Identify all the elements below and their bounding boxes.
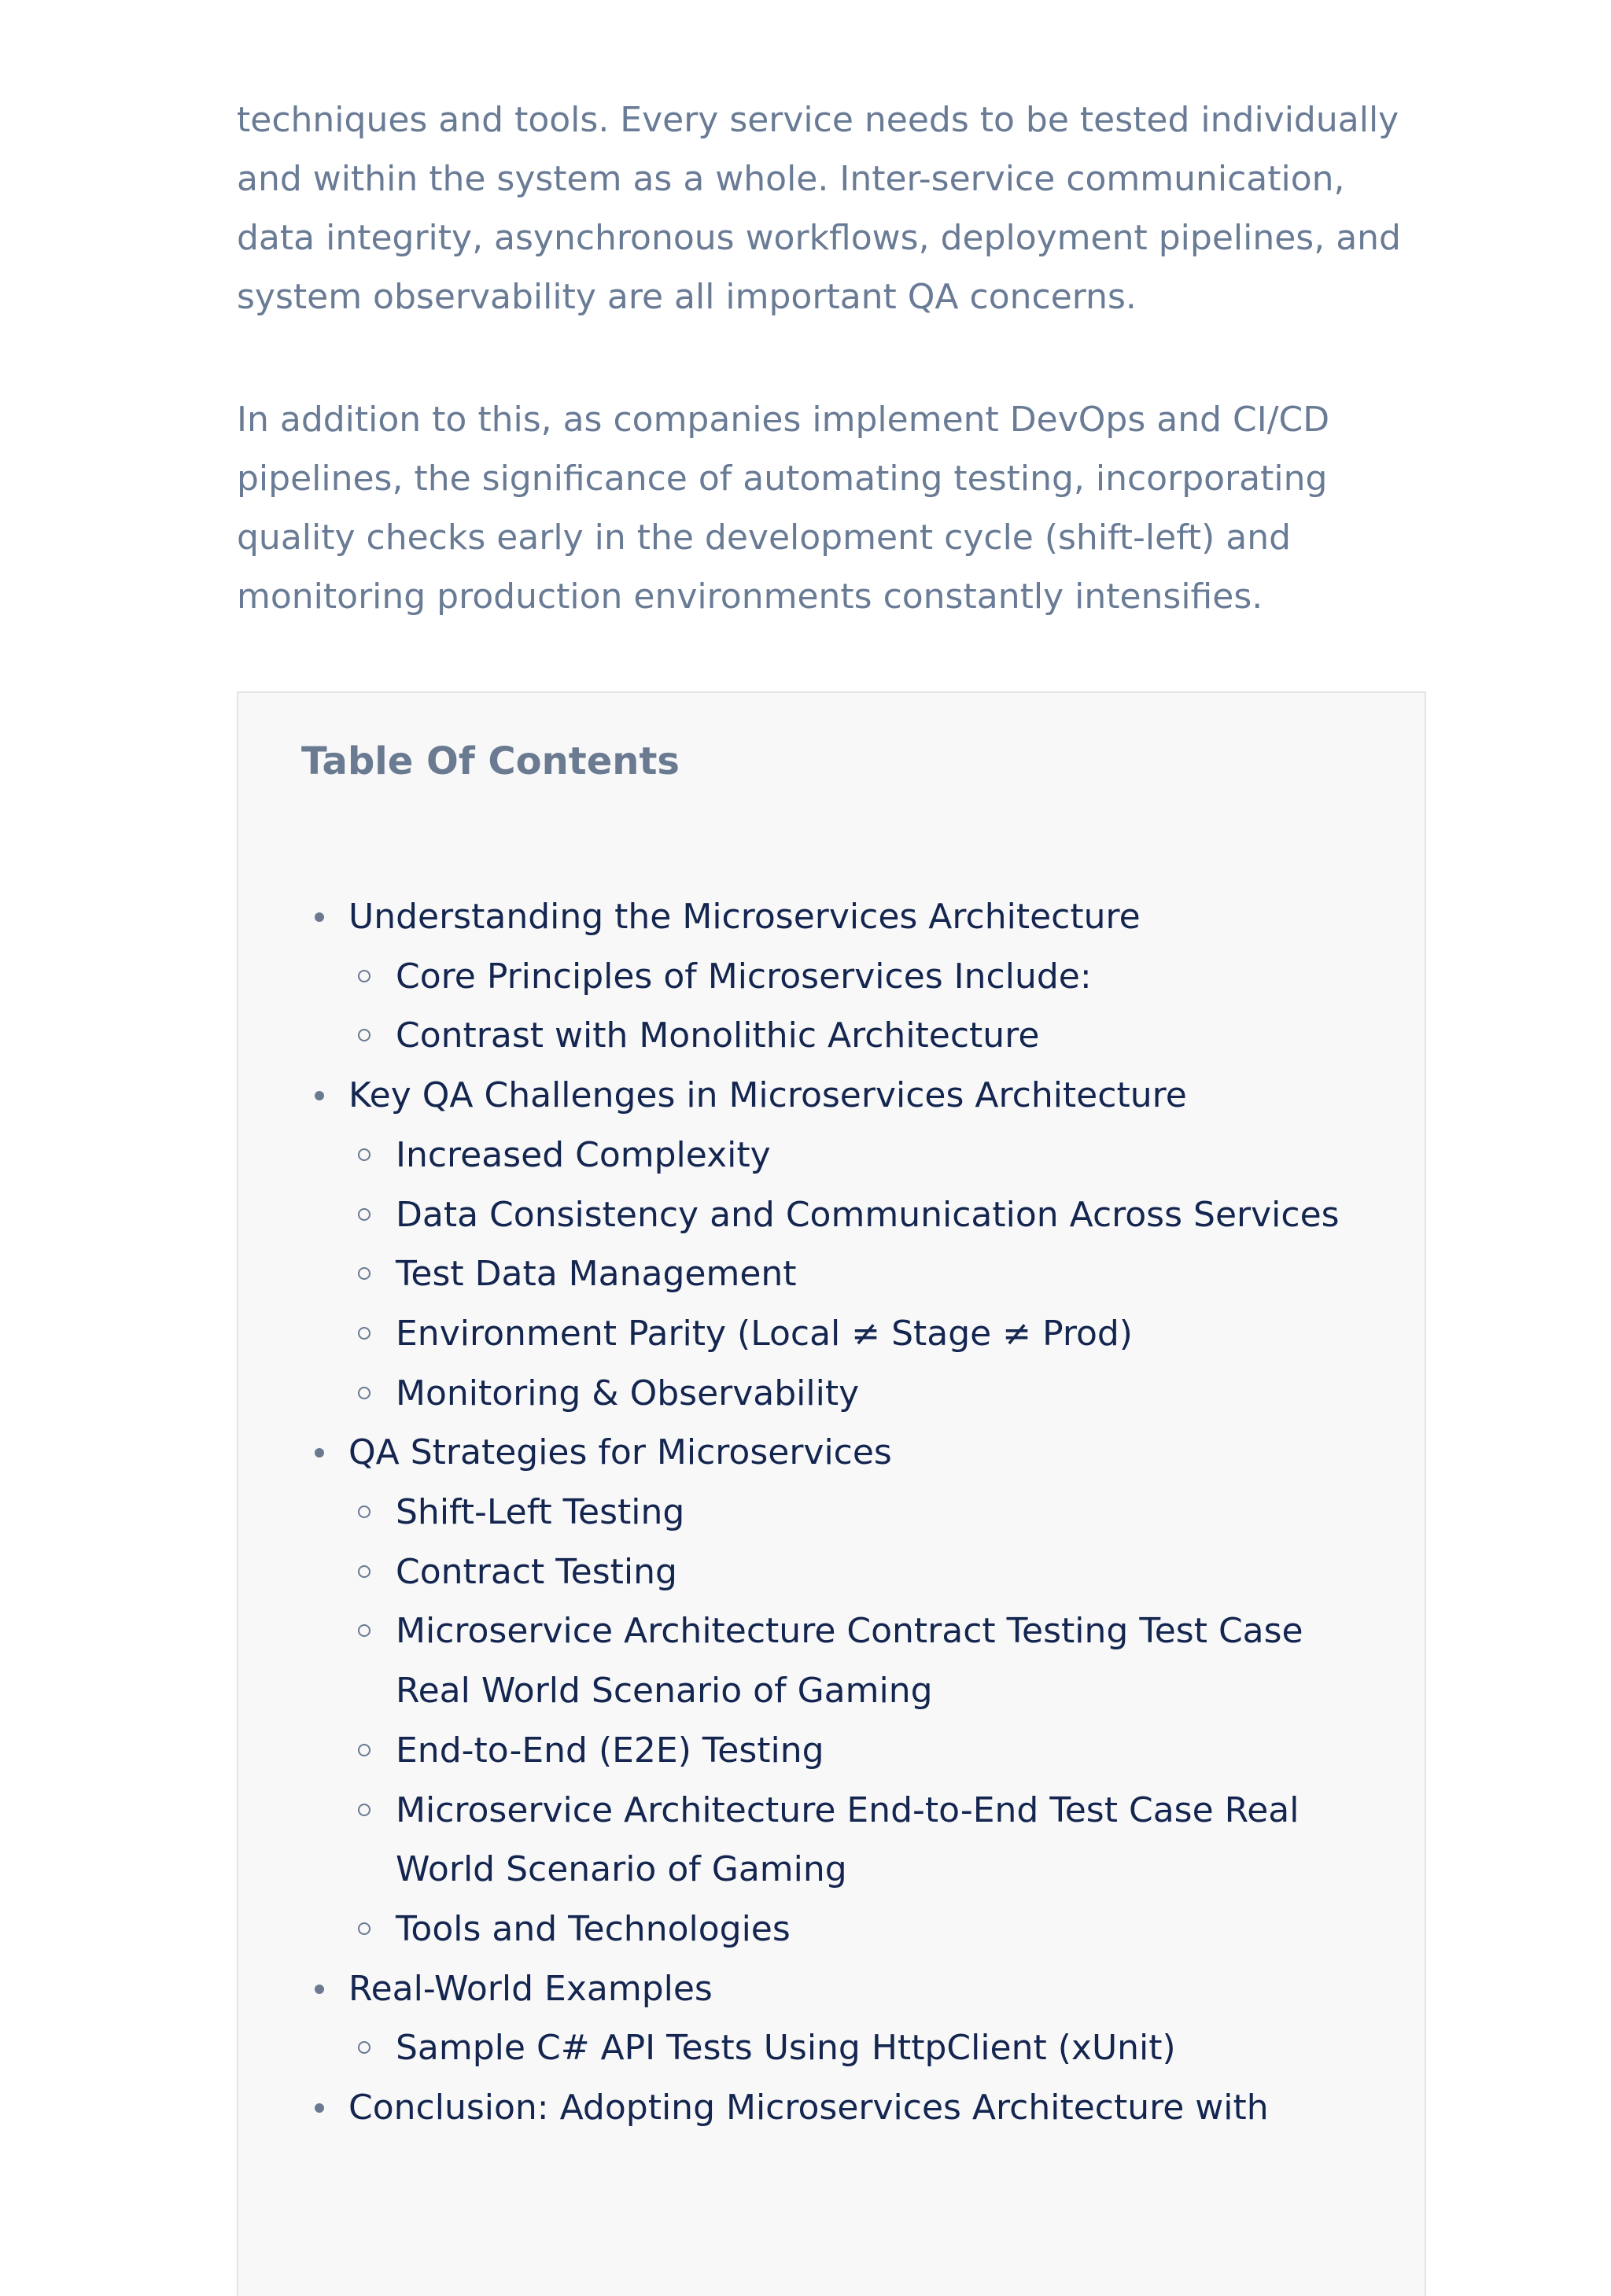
toc-link[interactable]: End-to-End (E2E) Testing [396, 1730, 824, 1771]
toc-subitem[interactable] [238, 1006, 1340, 1066]
toc-link[interactable]: Sample C# API Tests Using HttpClient (xUnit) [396, 2028, 1176, 2069]
toc-link[interactable]: Tools and Technologies [396, 1908, 791, 1949]
toc-subitem[interactable] [238, 1364, 1340, 1424]
toc-item[interactable] [238, 1959, 1418, 2019]
toc-link[interactable]: Real-World Examples [348, 1968, 713, 2009]
toc-link[interactable]: Test Data Management [396, 1254, 797, 1295]
toc-subitem[interactable] [238, 1244, 1340, 1304]
toc-link[interactable]: Contrast with Monolithic Architecture [396, 1015, 1040, 1056]
toc-link[interactable]: Monitoring & Observability [396, 1373, 860, 1413]
table-of-contents [237, 691, 1426, 2296]
toc-subitem[interactable] [238, 1483, 1340, 1542]
toc-link[interactable]: Understanding the Microservices Architecture [348, 897, 1141, 937]
toc-subitem[interactable] [238, 1900, 1340, 1959]
toc-list [238, 887, 1418, 2138]
toc-item[interactable] [238, 1423, 1418, 1483]
toc-link[interactable]: QA Strategies for Microservices [348, 1432, 892, 1473]
toc-link[interactable]: Key QA Challenges in Microservices Architecture [348, 1075, 1187, 1116]
toc-subitem[interactable] [238, 1542, 1340, 1602]
toc-item[interactable] [238, 1066, 1418, 1126]
toc-subitem[interactable] [238, 1126, 1340, 1185]
toc-subitem[interactable] [238, 2018, 1340, 2078]
toc-subitem[interactable] [238, 1721, 1340, 1781]
toc-title: Table Of Contents [301, 739, 680, 783]
toc-subitem[interactable] [238, 1781, 1340, 1900]
toc-link[interactable]: Shift-Left Testing [396, 1492, 685, 1533]
toc-item[interactable] [238, 2078, 1418, 2138]
toc-subitem[interactable] [238, 1601, 1340, 1720]
article-paragraph: techniques and tools. Every service needs to be tested individually and within the system as a whole. Inter-service communication, data integrity, asynchronous workflows, deployment pipelines, and system observability are all important QA concerns. [237, 100, 1401, 317]
toc-subitem[interactable] [238, 1185, 1340, 1245]
toc-link[interactable]: Data Consistency and Communication Across Services [396, 1194, 1340, 1235]
toc-link[interactable]: Microservice Architecture Contract Testing Test Case Real World Scenario of Gaming [396, 1611, 1303, 1712]
toc-link[interactable]: Contract Testing [396, 1551, 677, 1592]
article-paragraph: In addition to this, as companies implement DevOps and CI/CD pipelines, the significance of automating testing, incorporating quality checks early in the development cycle (shift-left) and monitoring production environments constantly intensifies. [237, 400, 1330, 617]
toc-subitem[interactable] [238, 947, 1340, 1007]
toc-link[interactable]: Increased Complexity [396, 1134, 771, 1175]
toc-link[interactable]: Microservice Architecture End-to-End Test Case Real World Scenario of Gaming [396, 1789, 1299, 1890]
toc-item[interactable] [238, 887, 1418, 947]
toc-link[interactable]: Conclusion: Adopting Microservices Architecture with [348, 2088, 1269, 2128]
toc-link[interactable]: Environment Parity (Local ≠ Stage ≠ Prod) [396, 1313, 1133, 1354]
toc-subitem[interactable] [238, 1304, 1340, 1364]
toc-link[interactable]: Core Principles of Microservices Include: [396, 956, 1092, 997]
